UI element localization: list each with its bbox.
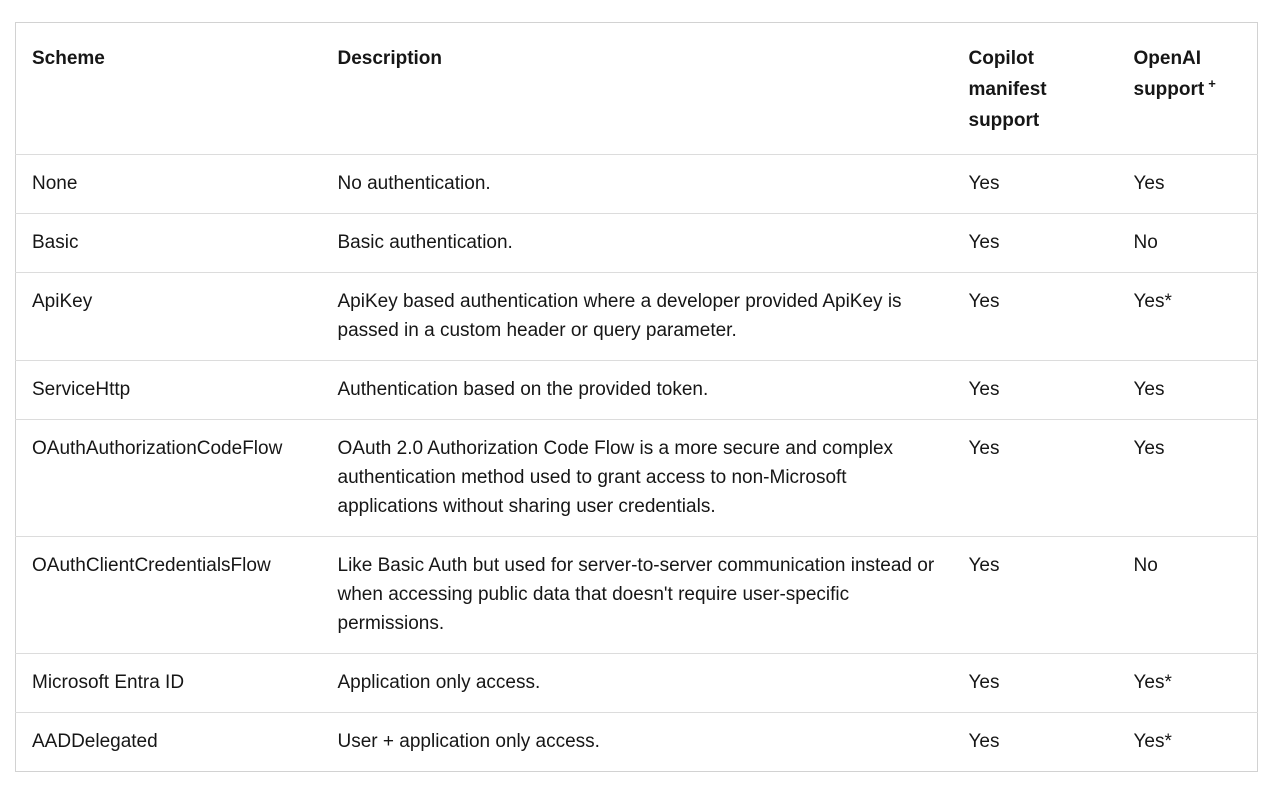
description-cell: Like Basic Auth but used for server-to-server communication instead or when accessing public data that doesn't require user-specific permissions. (322, 537, 953, 654)
scheme-cell: AADDelegated (16, 713, 322, 772)
column-header-copilot-manifest-support (953, 23, 1118, 155)
table-row (16, 214, 1258, 273)
table-row (16, 273, 1258, 361)
table-row (16, 155, 1258, 214)
table-body (16, 155, 1258, 772)
description-cell: Authentication based on the provided token. (322, 361, 953, 420)
copilot-support-cell: Yes (953, 713, 1118, 772)
scheme-cell: ServiceHttp (16, 361, 322, 420)
description-cell: Basic authentication. (322, 214, 953, 273)
openai-support-cell: Yes (1118, 361, 1258, 420)
table-header-row (16, 23, 1258, 155)
table-row (16, 713, 1258, 772)
copilot-support-cell: Yes (953, 654, 1118, 713)
openai-support-cell: Yes (1118, 155, 1258, 214)
scheme-cell: ApiKey (16, 273, 322, 361)
copilot-support-cell: Yes (953, 537, 1118, 654)
openai-support-cell: No (1118, 537, 1258, 654)
column-header-scheme-label: Scheme (32, 48, 105, 69)
scheme-cell: OAuthAuthorizationCodeFlow (16, 420, 322, 537)
auth-schemes-table (15, 22, 1258, 772)
table-row (16, 361, 1258, 420)
scheme-cell: None (16, 155, 322, 214)
openai-support-cell: Yes* (1118, 273, 1258, 361)
footnote-plus-marker: + (1208, 75, 1216, 91)
auth-schemes-table-container (15, 22, 1257, 772)
column-header-openai-support-label: OpenAI support (1133, 48, 1205, 100)
description-cell: No authentication. (322, 155, 953, 214)
description-cell: Application only access. (322, 654, 953, 713)
table-row (16, 537, 1258, 654)
copilot-support-cell: Yes (953, 361, 1118, 420)
openai-support-cell: Yes* (1118, 713, 1258, 772)
description-cell: ApiKey based authentication where a developer provided ApiKey is passed in a custom header or query parameter. (322, 273, 953, 361)
table-row (16, 654, 1258, 713)
copilot-support-cell: Yes (953, 420, 1118, 537)
column-header-scheme (16, 23, 322, 155)
scheme-cell: Basic (16, 214, 322, 273)
scheme-cell: OAuthClientCredentialsFlow (16, 537, 322, 654)
table-row (16, 420, 1258, 537)
openai-support-cell: Yes (1118, 420, 1258, 537)
description-cell: User + application only access. (322, 713, 953, 772)
column-header-openai-support (1118, 23, 1258, 155)
column-header-description (322, 23, 953, 155)
column-header-description-label: Description (337, 48, 443, 69)
copilot-support-cell: Yes (953, 214, 1118, 273)
description-cell: OAuth 2.0 Authorization Code Flow is a more secure and complex authentication method used to grant access to non-Microsoft applications without sharing user credentials. (322, 420, 953, 537)
openai-support-cell: Yes* (1118, 654, 1258, 713)
scheme-cell: Microsoft Entra ID (16, 654, 322, 713)
copilot-support-cell: Yes (953, 273, 1118, 361)
copilot-support-cell: Yes (953, 155, 1118, 214)
column-header-copilot-manifest-support-label: Copilot manifest support (968, 48, 1047, 131)
openai-support-cell: No (1118, 214, 1258, 273)
